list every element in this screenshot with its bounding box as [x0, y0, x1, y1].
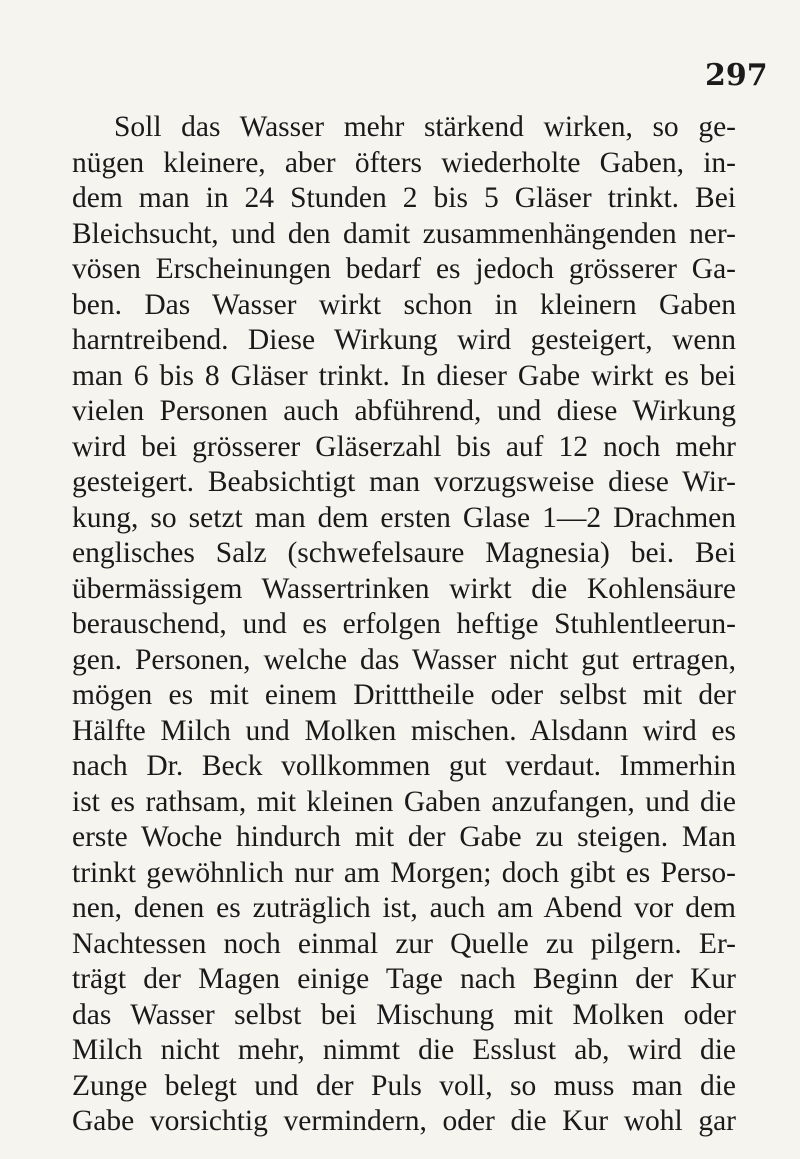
text-line: trägt der Magen einige Tage nach Beginn der Kur — [72, 963, 736, 995]
text-line: englisches Salz (schwefelsaure Magnesia) bei. Bei — [72, 537, 736, 569]
text-line: Bleichsucht, und den damit zusammenhängenden ner- — [72, 217, 736, 250]
text-line: berauschend, und es erfolgen heftige Stuhlentleerun- — [72, 608, 736, 640]
body-text — [72, 110, 736, 1140]
text-line: nügen kleinere, aber öfters wiederholte Gaben, in- — [72, 146, 736, 179]
text-line: trinkt gewöhnlich nur am Morgen; doch gibt es Perso- — [72, 856, 736, 889]
text-line: wird bei grösserer Gläserzahl bis auf 12 noch mehr — [72, 430, 736, 463]
text-line: dem man in 24 Stunden 2 bis 5 Gläser trinkt. Bei — [72, 182, 736, 214]
text-line: Soll das Wasser mehr stärkend wirken, so ge- — [114, 111, 736, 143]
text-line: kung, so setzt man dem ersten Glase 1—2 Drachmen — [72, 501, 736, 534]
text-line: vielen Personen auch abführend, und diese Wirkung — [72, 395, 736, 427]
text-line: erste Woche hindurch mit der Gabe zu steigen. Man — [72, 821, 736, 853]
text-line: nach Dr. Beck vollkommen gut verdaut. Immerhin — [72, 750, 736, 782]
text-line: man 6 bis 8 Gläser trinkt. In dieser Gabe wirkt es bei — [72, 359, 736, 392]
page-number: 297 — [705, 58, 768, 93]
text-line: vösen Erscheinungen bedarf es jedoch grösserer Ga- — [72, 253, 736, 285]
text-line: Zunge belegt und der Puls voll, so muss man die — [72, 1069, 736, 1102]
text-line: Milch nicht mehr, nimmt die Esslust ab, wird die — [72, 1034, 736, 1066]
text-line: nen, denen es zuträglich ist, auch am Abend vor dem — [72, 892, 736, 924]
text-line: harntreibend. Diese Wirkung wird gesteigert, wenn — [72, 324, 736, 356]
text-line: mögen es mit einem Dritttheile oder selbst mit der — [72, 679, 736, 711]
text-line: gesteigert. Beabsichtigt man vorzugsweise diese Wir- — [72, 466, 736, 498]
text-line: ben. Das Wasser wirkt schon in kleinern Gaben — [72, 288, 736, 321]
text-line: Nachtessen noch einmal zur Quelle zu pilgern. Er- — [72, 927, 736, 960]
text-line: Hälfte Milch und Molken mischen. Alsdann wird es — [72, 714, 736, 747]
text-line: das Wasser selbst bei Mischung mit Molken oder — [72, 998, 736, 1031]
text-line: Gabe vorsichtig vermindern, oder die Kur wohl gar — [72, 1105, 736, 1137]
text-line: gen. Personen, welche das Wasser nicht gut ertragen, — [72, 643, 736, 676]
text-line: ist es rathsam, mit kleinen Gaben anzufangen, und die — [72, 785, 736, 818]
text-line: übermässigem Wassertrinken wirkt die Kohlensäure — [72, 572, 736, 605]
